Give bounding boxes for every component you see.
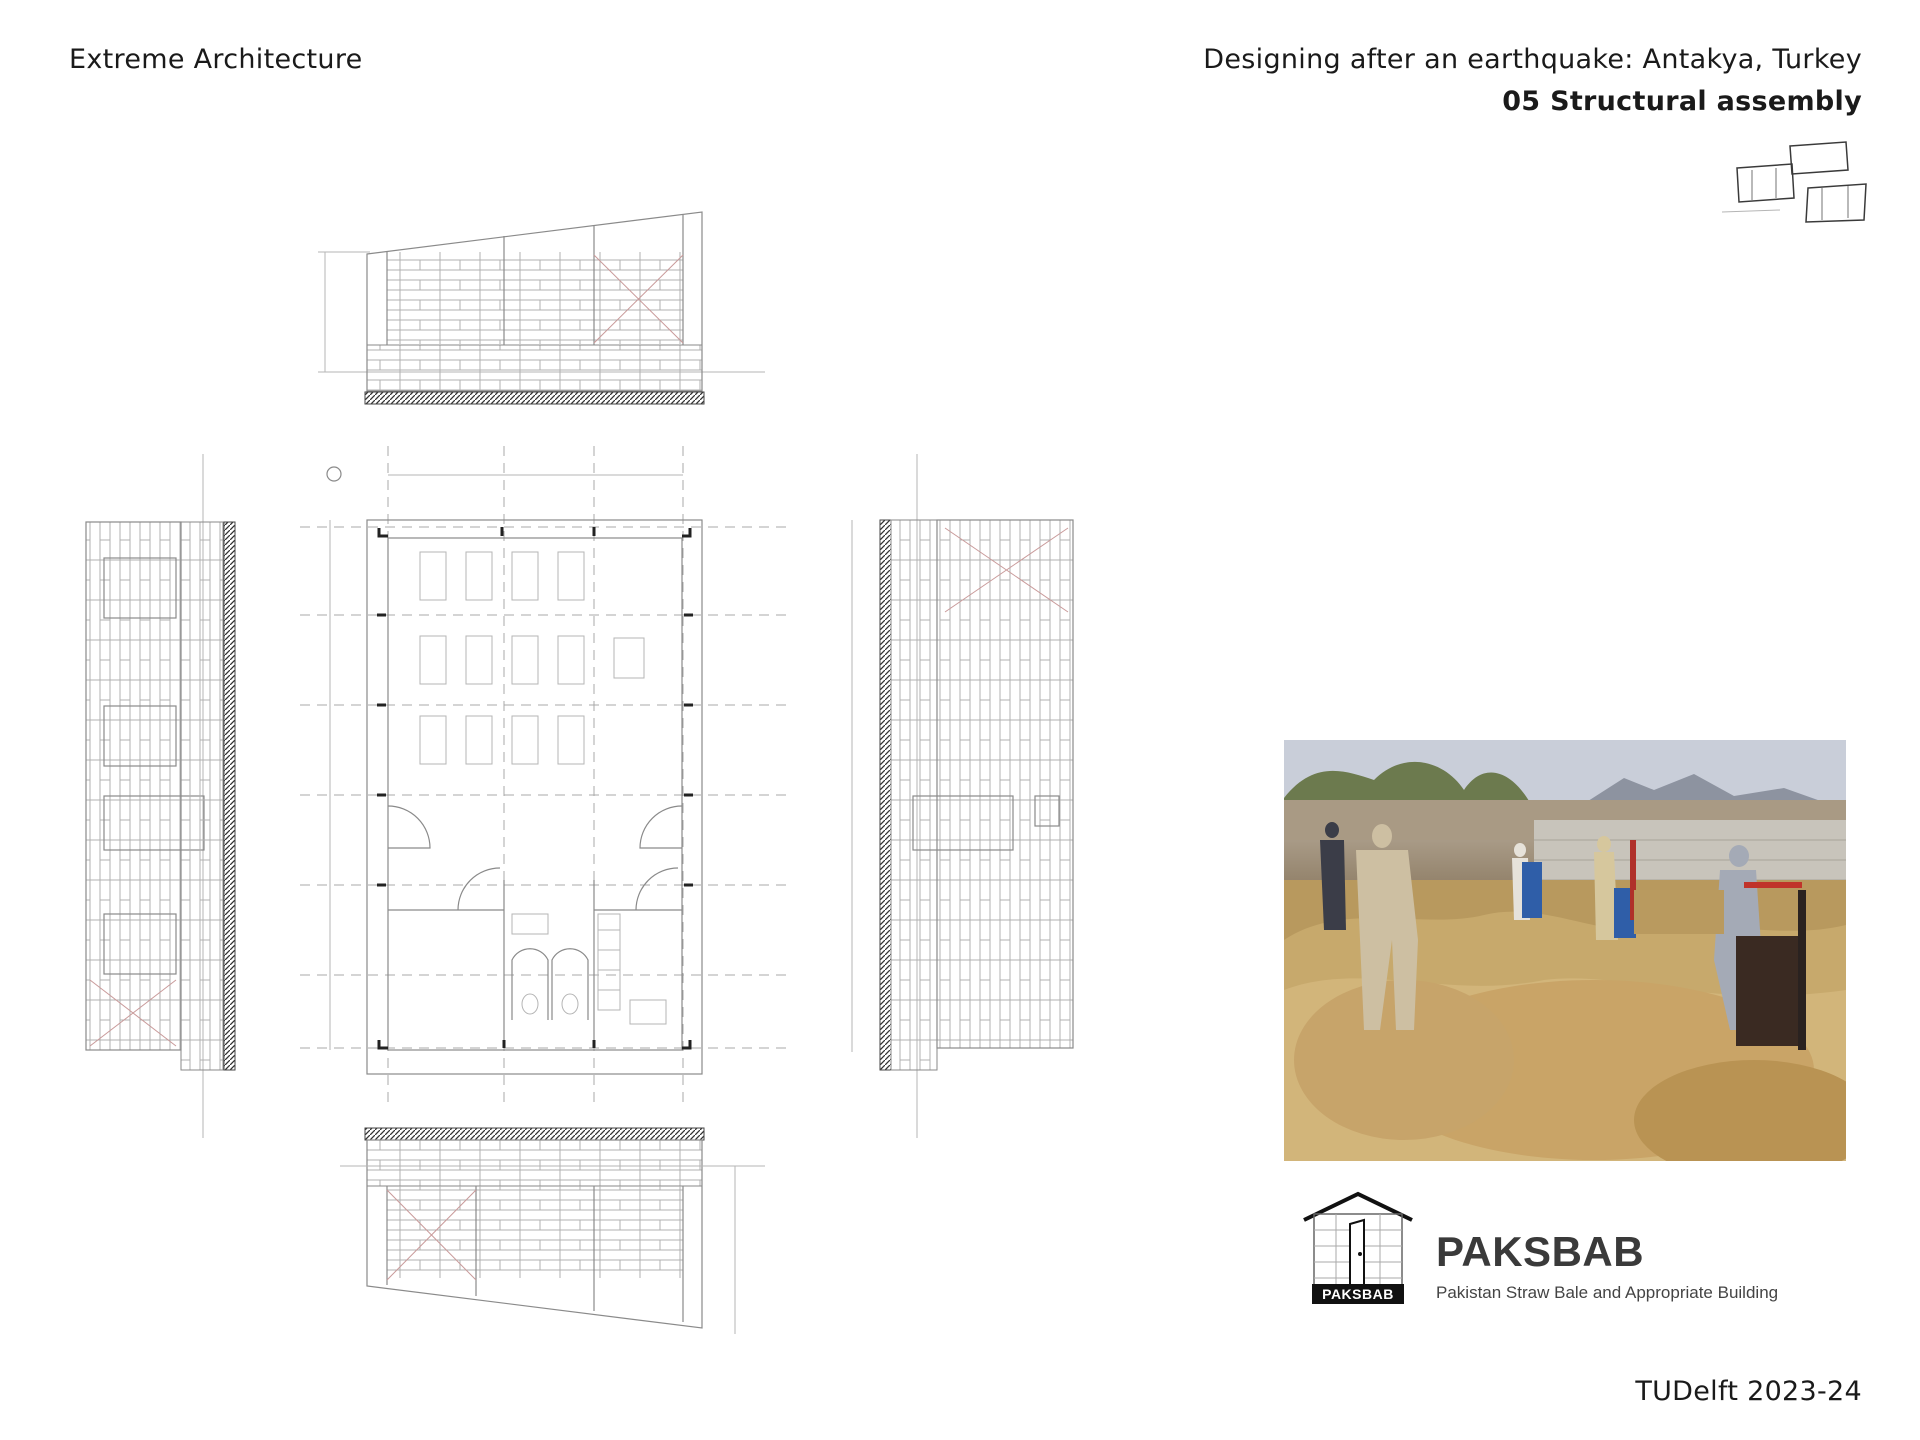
logo-badge-text: PAKSBAB (1322, 1286, 1394, 1302)
floor-plan (300, 446, 792, 1108)
section-title: 05 Structural assembly (1502, 86, 1862, 117)
right-elevation (852, 454, 1073, 1138)
brand-tagline: Pakistan Straw Bale and Appropriate Building (1436, 1283, 1779, 1302)
brand-name: PAKSBAB (1436, 1228, 1645, 1275)
left-elevation (86, 454, 235, 1138)
bale-sketch-icon (1722, 142, 1866, 222)
course-title: Extreme Architecture (69, 44, 363, 75)
project-title: Designing after an earthquake: Antakya, Turkey (1203, 44, 1862, 75)
bottom-elevation (340, 1128, 765, 1334)
footer-institution: TUDelft 2023-24 (1635, 1376, 1862, 1407)
paksbab-logo (1300, 1190, 1416, 1306)
top-elevation (318, 212, 765, 404)
straw-bale-baling-photo (1284, 740, 1846, 1161)
